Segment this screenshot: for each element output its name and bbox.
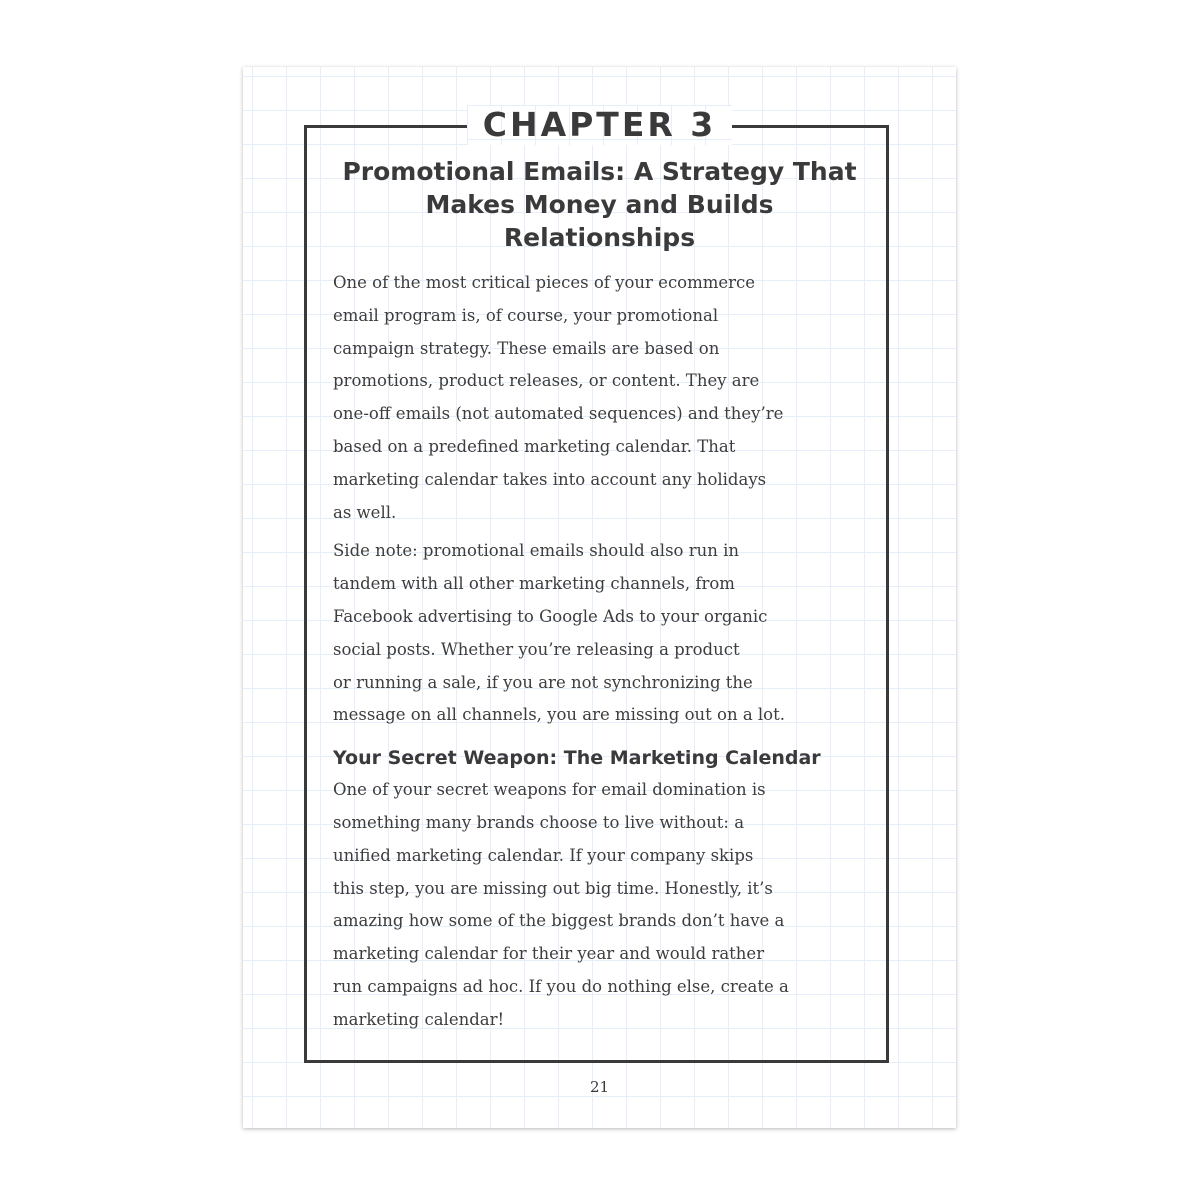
text-line: promotions, product releases, or content. They are xyxy=(333,371,760,391)
chapter-label xyxy=(243,105,956,145)
text-line: One of the most critical pieces of your ecommerce xyxy=(333,273,756,292)
text-line: based on a predefined marketing calendar. That xyxy=(333,436,736,456)
text-line: One of your secret weapons for email domination is xyxy=(333,780,766,800)
text-line: marketing calendar takes into account any holidays xyxy=(333,469,767,489)
paragraph-intro xyxy=(333,267,873,529)
text-line: Facebook advertising to Google Ads to your organic xyxy=(333,606,768,626)
text-line: as well. xyxy=(333,502,397,522)
text-line: or running a sale, if you are not synchronizing the xyxy=(333,672,753,692)
text-line: marketing calendar for their year and would rather xyxy=(333,944,765,964)
text-line: social posts. Whether you’re releasing a product xyxy=(333,639,740,659)
text-line: one-off emails (not automated sequences) and they’re xyxy=(333,404,784,424)
text-line: email program is, of course, your promotional xyxy=(333,305,719,325)
text-line: run campaigns ad hoc. If you do nothing else, create a xyxy=(333,976,789,996)
text-line: tandem with all other marketing channels, from xyxy=(333,574,735,594)
chapter-label-text: CHAPTER 3 xyxy=(467,105,732,145)
text-line: unified marketing calendar. If your company skips xyxy=(333,845,754,865)
text-line: message on all channels, you are missing out on a lot. xyxy=(333,705,785,725)
text-line: something many brands choose to live without: a xyxy=(333,812,745,832)
paragraph-marketing-calendar xyxy=(333,774,873,1036)
chapter-body xyxy=(333,267,873,1043)
page-number: 21 xyxy=(589,1078,610,1096)
text-line: amazing how some of the biggest brands don’t have a xyxy=(333,911,785,931)
text-line: marketing calendar! xyxy=(333,1009,505,1029)
text-line: Side note: promotional emails should also run in xyxy=(333,541,740,561)
book-page xyxy=(243,67,956,1128)
section-heading: Your Secret Weapon: The Marketing Calendar xyxy=(333,747,821,770)
text-line: this step, you are missing out big time. Honestly, it’s xyxy=(333,878,773,898)
chapter-title: Promotional Emails: A Strategy That Makes Money and Builds Relationships xyxy=(342,157,857,252)
text-line: campaign strategy. These emails are based on xyxy=(333,338,720,358)
paragraph-side-note xyxy=(333,535,873,732)
